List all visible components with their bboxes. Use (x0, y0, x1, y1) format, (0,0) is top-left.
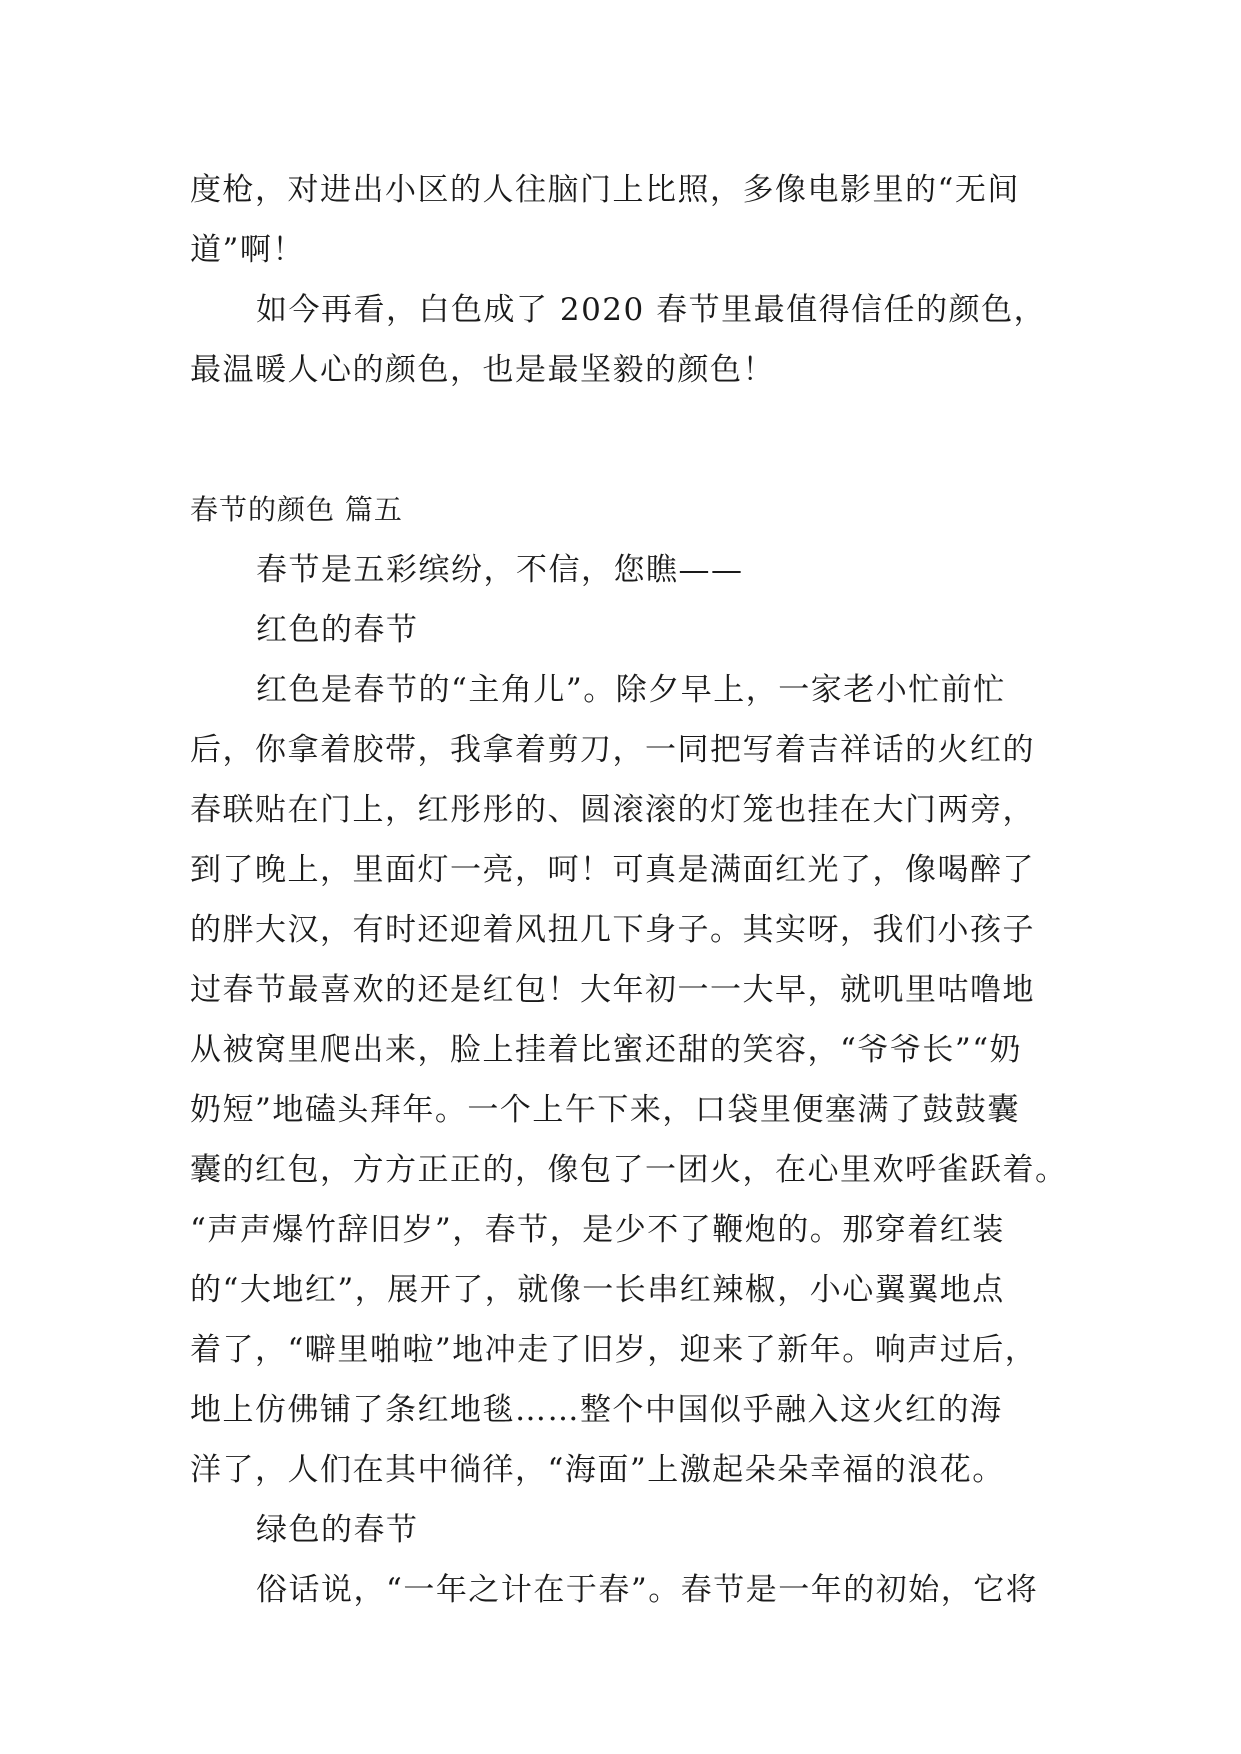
text-line: 地上仿佛铺了条红地毯……整个中国似乎融入这火红的海 (190, 1392, 1003, 1428)
text-line: 的胖大汉，有时还迎着风扭几下身子。其实呀，我们小孩子 (190, 912, 1035, 948)
subheading-green: 绿色的春节 (256, 1512, 419, 1548)
text-line: 春联贴在门上，红彤彤的、圆滚滚的灯笼也挂在大门两旁， (190, 792, 1035, 828)
section-title: 春节的颜色 篇五 (190, 493, 403, 526)
text-line: 最温暖人心的颜色，也是最坚毅的颜色！ (190, 352, 775, 388)
text-line: 的“大地红”，展开了，就像一长串红辣椒，小心翼翼地点 (190, 1272, 1005, 1308)
text-line: “声声爆竹辞旧岁”，春节，是少不了鞭炮的。那穿着红装 (190, 1212, 1005, 1248)
paragraph-start-line: 红色是春节的“主角儿”。除夕早上，一家老小忙前忙 (256, 672, 1006, 708)
text-line: 洋了，人们在其中徜徉，“海面”上激起朵朵幸福的浪花。 (190, 1452, 1005, 1488)
text-line: 奶短”地磕头拜年。一个上午下来，口袋里便塞满了鼓鼓囊 (190, 1092, 1020, 1128)
paragraph-start-line: 俗话说，“一年之计在于春”。春节是一年的初始，它将 (256, 1572, 1039, 1608)
text-line: 后，你拿着胶带，我拿着剪刀，一同把写着吉祥话的火红的 (190, 732, 1035, 768)
document-body (190, 160, 1068, 1620)
text-line: 道”啊！ (190, 232, 305, 268)
text-line: 度枪，对进出小区的人往脑门上比照，多像电影里的“无间 (190, 172, 1020, 208)
text-line: 过春节最喜欢的还是红包！大年初一一大早，就叽里咕噜地 (190, 972, 1035, 1008)
section-gap (190, 400, 1050, 480)
intro-line: 春节是五彩缤纷，不信，您瞧—— (256, 552, 744, 588)
text-line: 从被窝里爬出来，脸上挂着比蜜还甜的笑容，“爷爷长”“奶 (190, 1032, 1023, 1068)
text-line: 囊的红包，方方正正的，像包了一团火，在心里欢呼雀跃着。 (190, 1152, 1068, 1188)
text-line: 到了晚上，里面灯一亮，呵！可真是满面红光了，像喝醉了 (190, 852, 1035, 888)
paragraph-start-line: 如今再看，白色成了 2020 春节里最值得信任的颜色， (256, 292, 1047, 328)
text-line: 着了，“噼里啪啦”地冲走了旧岁，迎来了新年。响声过后， (190, 1332, 1038, 1368)
subheading-red: 红色的春节 (256, 612, 419, 648)
